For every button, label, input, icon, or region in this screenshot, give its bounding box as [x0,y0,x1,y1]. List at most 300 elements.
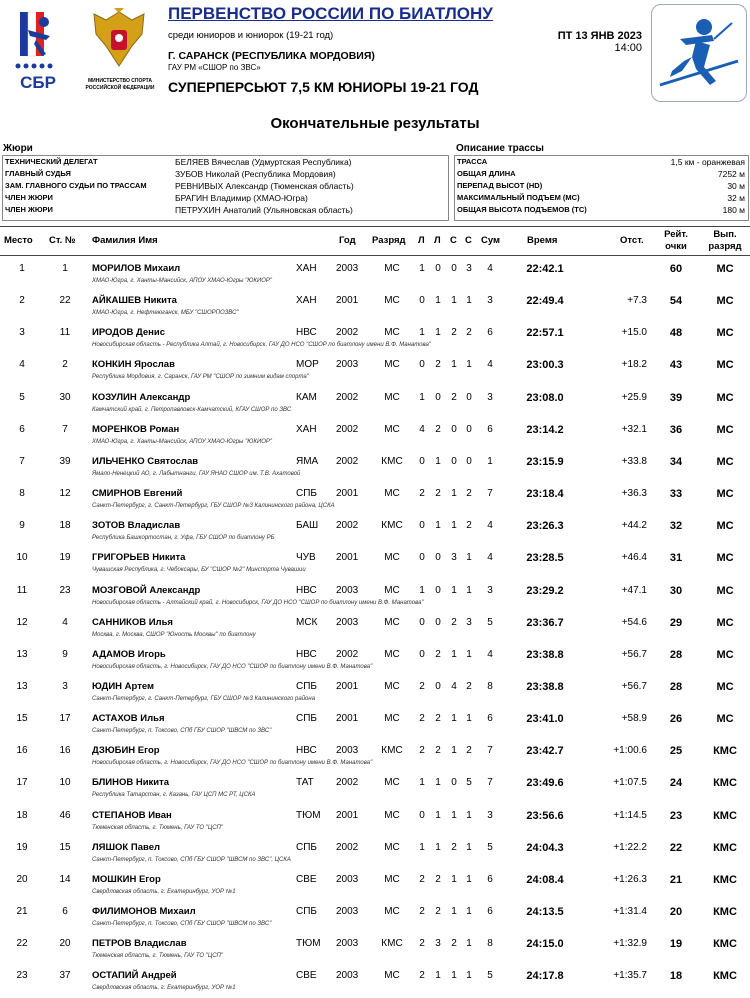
cell-year: 2003 [336,906,359,917]
jury-role: ТЕХНИЧЕСКИЙ ДЕЛЕГАТ [5,157,98,166]
cell-s1: 2 [419,488,425,500]
cell-year: 2003 [336,873,359,885]
result-row [0,548,750,580]
cell-year: 2002 [336,455,359,467]
cell-name: ДЗЮБИН Егор [92,745,160,757]
cell-points: 21 [669,873,683,886]
cell-points: 24 [669,777,683,790]
cell-year: 2002 [336,648,359,660]
cell-rank: МС [384,616,400,628]
cell-region: СПБ [296,841,317,853]
course-value: 1,5 км - оранжевая [670,157,745,167]
col-shoot-3: С [450,235,457,246]
result-row [0,645,750,677]
cell-s4: 1 [466,713,472,725]
jury-member: БРАГИН Владимир (ХМАО-Югра) [175,193,308,203]
cell-club: Тюменская область, г. Тюмень, ГАУ ТО "ЦСП" [92,953,224,960]
cell-time: 22:57.1 [526,327,564,340]
course-value: 32 м [727,193,745,203]
cell-s1: 1 [419,327,425,339]
event-subtitle: среди юниоров и юниорок (19-21 год) [168,30,334,41]
cell-s2: 0 [435,263,441,274]
result-row [0,966,750,998]
cell-s1: 0 [419,616,425,628]
col-rank: Разряд [372,235,406,246]
result-row [0,291,750,323]
cell-result-rank: КМС [713,809,737,822]
cell-place: 19 [16,841,28,853]
cell-points: 20 [669,906,683,918]
cell-s1: 2 [419,906,425,917]
result-row [0,452,750,484]
result-row [0,902,750,934]
cell-s3: 1 [451,584,457,596]
cell-s1: 4 [419,423,425,435]
cell-result-rank: КМС [713,970,737,983]
jury-member: ПЕТРУХИН Анатолий (Ульяновская область) [175,205,353,215]
result-row [0,773,750,805]
cell-s1: 0 [419,552,425,564]
cell-result-rank: МС [716,455,734,468]
cell-sum: 4 [487,648,493,660]
course-value: 30 м [727,181,745,191]
cell-rank: МС [384,391,400,403]
col-behind: Отст. [620,235,644,246]
cell-s2: 0 [435,391,441,403]
jury-role: ГЛАВНЫЙ СУДЬЯ [5,169,71,178]
cell-s4: 1 [466,938,472,950]
cell-region: БАШ [296,520,319,532]
cell-result-rank: КМС [713,906,737,918]
cell-region: НВС [296,584,317,596]
cell-s3: 1 [451,809,457,821]
cell-s3: 1 [451,520,457,532]
cell-year: 2001 [336,295,359,307]
cell-name: МОЗГОВОЙ Александр [92,584,201,596]
cell-sum: 4 [487,263,493,274]
cell-year: 2003 [336,584,359,596]
cell-s4: 1 [466,970,472,982]
cell-s2: 1 [435,809,441,821]
cell-s3: 3 [451,552,457,564]
ministry-logo [78,6,160,98]
cell-s4: 0 [466,455,472,467]
cell-place: 1 [19,263,25,274]
cell-points: 30 [669,584,683,597]
cell-club: Свердловская область, г. Екатеринбург, УОР №1 [92,888,236,895]
cell-name: ЗОТОВ Владислав [92,520,181,532]
cell-sum: 7 [487,777,493,789]
ministry-text: МИНИСТЕРСТВО СПОРТА РОССИЙСКОЙ ФЕДЕРАЦИИ [85,78,155,91]
cell-result-rank: КМС [713,938,737,951]
cell-name: АСТАХОВ Илья [92,713,165,725]
cell-s1: 1 [419,777,425,789]
cell-year: 2002 [336,777,359,789]
cell-bib: 15 [59,841,71,853]
cell-s4: 1 [466,906,472,917]
cell-s4: 0 [466,391,472,403]
cell-club: Новосибирская область - Республика Алтай, г. Новосибирск, ГАУ ДО НСО "СШОР по биатлону имени В.Ф. Манатова" [92,342,431,349]
cell-points: 39 [669,391,683,404]
cell-s2: 0 [435,584,441,596]
cell-name: ЮДИН Артем [92,680,155,692]
cell-name: АЙКАШЕВ Никита [92,295,177,307]
cell-s3: 1 [451,359,457,371]
cell-region: СПБ [296,488,317,500]
cell-name: КОЗУЛИН Александр [92,391,191,403]
cell-club: Москва, г. Москва, СШОР "Юность Москвы" по биатлону [92,631,256,638]
cell-bib: 10 [59,777,71,789]
cell-s4: 2 [466,488,472,500]
cell-s2: 2 [435,745,441,757]
cell-time: 23:38.8 [526,648,564,661]
course-row [455,168,748,180]
cell-s3: 2 [451,391,457,403]
result-row [0,323,750,355]
cell-bib: 12 [59,488,71,500]
cell-club: ХМАО-Югра, г. Нефтеюганск, МБУ "СШОРПОЗВС" [92,310,239,317]
cell-result-rank: МС [716,263,734,275]
course-row [455,156,748,168]
cell-bib: 4 [62,616,68,628]
cell-points: 34 [669,455,683,468]
cell-name: ЛЯШОК Павел [92,841,161,853]
cell-result-rank: МС [716,520,734,533]
cell-s3: 1 [451,713,457,725]
cell-bib: 1 [62,263,68,274]
cell-s4: 1 [466,359,472,371]
cell-s1: 2 [419,680,425,692]
cell-s4: 3 [466,263,472,274]
cell-sum: 8 [487,680,493,692]
cell-region: ТЮМ [296,938,321,950]
cell-points: 29 [669,616,683,629]
cell-sum: 3 [487,391,493,403]
sbr-logo-text: СБР [20,73,56,92]
col-shoot-4: С [465,235,472,246]
jury-member: БЕЛЯЕВ Вячеслав (Удмуртская Республика) [175,157,352,167]
jury-row [3,168,448,180]
cell-result-rank: МС [716,423,734,436]
cell-s2: 3 [435,938,441,950]
cell-behind: +15.0 [621,327,647,339]
cell-region: СПБ [296,713,317,725]
cell-s3: 1 [451,906,457,917]
col-year: Год [339,235,356,246]
cell-region: НВС [296,648,317,660]
cell-sum: 6 [487,713,493,725]
cell-s3: 1 [451,970,457,982]
cell-s2: 1 [435,841,441,853]
cell-time: 23:15.9 [526,455,564,468]
cell-sum: 6 [487,873,493,885]
cell-s2: 1 [435,327,441,339]
course-row [455,204,748,216]
result-row [0,581,750,613]
cell-sum: 6 [487,906,493,917]
col-name: Фамилия Имя [92,235,158,246]
result-row [0,484,750,516]
cell-behind: +1:31.4 [613,906,647,917]
cell-result-rank: МС [716,552,734,565]
cell-s3: 0 [451,777,457,789]
cell-club: Чувашская Республика, г. Чебоксары, БУ "СШОР №2" Минспорта Чувашии [92,567,306,574]
cell-behind: +33.8 [621,455,647,467]
cell-behind: +1:32.9 [613,938,647,950]
cell-name: СМИРНОВ Евгений [92,488,183,500]
cell-time: 22:42.1 [526,263,564,275]
cell-club: Санкт-Петербург, п. Токсово, СПб ГБУ СШОР "ШВСМ по ЗВС" [92,921,272,927]
cell-s2: 0 [435,552,441,564]
result-row [0,388,750,420]
cell-points: 48 [669,327,683,340]
cell-sum: 4 [487,552,493,564]
cell-s2: 1 [435,455,441,467]
cell-points: 19 [669,938,683,951]
cell-club: Новосибирская область - Алтайский край, г. Новосибирск, ГАУ ДО НСО "СШОР по биатлону имени В.Ф. Манатова" [92,599,424,606]
cell-time: 24:08.4 [526,873,564,886]
race-time: 14:00 [614,42,642,54]
cell-s4: 2 [466,520,472,532]
event-title: ПЕРВЕНСТВО РОССИИ ПО БИАТЛОНУ [168,4,493,23]
cell-region: СВЕ [296,970,317,982]
cell-s2: 2 [435,488,441,500]
cell-points: 28 [669,680,683,693]
cell-sum: 7 [487,745,493,757]
cell-place: 21 [16,906,28,917]
cell-sum: 5 [487,616,493,628]
cell-place: 11 [16,584,28,596]
cell-s4: 1 [466,295,472,307]
cell-place: 18 [16,809,28,821]
cell-s4: 3 [466,616,472,628]
cell-place: 5 [19,391,25,403]
cell-s2: 1 [435,295,441,307]
cell-result-rank: МС [716,295,734,308]
jury-member: РЕВНИВЫХ Александр (Тюменская область) [175,181,354,191]
cell-s1: 2 [419,745,425,757]
jury-row [3,192,448,204]
cell-result-rank: КМС [713,745,737,758]
jury-row [3,204,448,216]
cell-rank: МС [384,327,400,339]
cell-s3: 1 [451,873,457,885]
cell-s4: 2 [466,327,472,339]
cell-result-rank: МС [716,488,734,501]
result-row [0,677,750,709]
cell-s2: 1 [435,970,441,982]
cell-behind: +54.6 [621,616,647,628]
cell-place: 22 [16,938,28,950]
cell-name: МОШКИН Егор [92,873,161,885]
cell-year: 2001 [336,713,359,725]
cell-name: ОСТАПИЙ Андрей [92,970,177,982]
cell-s2: 0 [435,680,441,692]
course-label: ОБЩАЯ ВЫСОТА ПОДЪЕМОВ (ТС) [457,205,587,214]
jury-row [3,180,448,192]
sbr-logo [6,6,70,98]
cell-s2: 2 [435,423,441,435]
cell-result-rank: КМС [713,841,737,854]
cell-points: 28 [669,648,683,661]
cell-points: 31 [669,552,683,565]
cell-sum: 5 [487,970,493,982]
cell-region: СПБ [296,906,317,917]
result-row [0,806,750,838]
results-heading: Окончательные результаты [270,115,480,132]
cell-sum: 6 [487,327,493,339]
cell-time: 24:13.5 [526,906,564,918]
cell-time: 23:18.4 [526,488,564,501]
cell-s4: 1 [466,584,472,596]
cell-year: 2002 [336,423,359,435]
cell-club: Республика Башкортостан, г. Уфа, ГБУ СШОР по биатлону РБ [92,535,275,542]
cell-place: 13 [16,648,28,660]
result-row [0,516,750,548]
cell-bib: 20 [59,938,71,950]
cell-rank: МС [384,680,400,692]
cell-s1: 0 [419,359,425,371]
cell-year: 2001 [336,488,359,500]
cell-behind: +18.2 [621,359,647,371]
result-row [0,613,750,645]
cell-s3: 1 [451,295,457,307]
cell-place: 10 [16,552,28,564]
cell-club: Санкт-Петербург, г. Санкт-Петербург, ГБУ СШОР №3 Калининского района [92,695,316,702]
cell-result-rank: МС [716,359,734,372]
cell-year: 2003 [336,263,359,274]
cell-time: 24:04.3 [526,841,564,854]
cell-region: КАМ [296,391,317,403]
cell-time: 23:56.6 [526,809,564,822]
cell-s1: 0 [419,295,425,307]
cell-s3: 4 [451,680,457,692]
cell-s1: 0 [419,520,425,532]
cell-points: 32 [669,520,683,533]
cell-place: 15 [16,713,28,725]
cell-bib: 23 [59,584,71,596]
cell-club: Новосибирская область, г. Новосибирск, ГАУ ДО НСО "СШОР по биатлону имени В.Ф. Манатова" [92,663,373,670]
course-value: 7252 м [717,169,745,179]
cell-club: Ямало-Ненецкий АО, г. Лабытнанги, ГАУ ЯНАО СШОР им. Т.В. Ахатовой [92,470,301,477]
cell-rank: МС [384,423,400,435]
cell-sum: 4 [487,520,493,532]
cell-points: 18 [669,970,683,983]
cell-points: 22 [669,841,683,854]
cell-s4: 1 [466,648,472,660]
cell-year: 2001 [336,552,359,564]
cell-s1: 2 [419,970,425,982]
cell-s1: 2 [419,938,425,950]
cell-place: 12 [16,616,28,628]
cell-behind: +47.1 [621,584,647,596]
cell-year: 2003 [336,616,359,628]
cell-points: 43 [669,359,683,372]
result-row [0,934,750,966]
cell-points: 60 [669,263,683,275]
cell-rank: МС [384,970,400,982]
cell-time: 23:14.2 [526,423,564,436]
cell-s1: 2 [419,713,425,725]
cell-year: 2002 [336,327,359,339]
cell-sum: 3 [487,295,493,307]
cell-s1: 0 [419,648,425,660]
cell-year: 2003 [336,745,359,757]
course-label: МАКСИМАЛЬНЫЙ ПОДЪЕМ (МС) [457,193,580,202]
cell-place: 7 [19,455,25,467]
cell-result-rank: МС [716,648,734,661]
course-row [455,180,748,192]
cell-behind: +1:22.2 [613,841,647,853]
cell-behind: +44.2 [621,520,647,532]
cell-sum: 3 [487,809,493,821]
cell-result-rank: МС [716,713,734,726]
cell-s3: 2 [451,841,457,853]
col-time: Время [527,235,558,246]
cell-rank: КМС [381,745,403,757]
cell-rank: МС [384,841,400,853]
cell-region: ТЮМ [296,809,321,821]
cell-year: 2002 [336,520,359,532]
cell-s2: 2 [435,648,441,660]
cell-name: САННИКОВ Илья [92,616,173,628]
cell-result-rank: КМС [713,873,737,886]
cell-region: ХАН [296,423,317,435]
jury-role: ЧЛЕН ЖЮРИ [5,205,53,214]
cell-s3: 2 [451,938,457,950]
cell-bib: 2 [62,359,68,371]
result-row [0,709,750,741]
cell-behind: +58.9 [621,713,647,725]
cell-s1: 1 [419,841,425,853]
cell-rank: КМС [381,455,403,467]
cell-region: СПБ [296,680,317,692]
cell-bib: 19 [59,552,71,564]
cell-points: 25 [669,745,683,758]
jury-row [3,156,448,168]
cell-s4: 1 [466,809,472,821]
jury-role: ЧЛЕН ЖЮРИ [5,193,53,202]
cell-region: МСК [296,616,318,628]
cell-sum: 7 [487,488,493,500]
cell-bib: 16 [59,745,71,757]
cell-rank: МС [384,873,400,885]
cell-behind: +7.3 [627,295,647,307]
cell-sum: 8 [487,938,493,950]
cell-club: Тюменская область, г. Тюмень, ГАУ ТО "ЦСП" [92,824,224,831]
results-table-header [0,226,750,256]
cell-year: 2001 [336,809,359,821]
cell-result-rank: МС [716,327,734,340]
cell-year: 2003 [336,359,359,371]
course-row [455,192,748,204]
cell-s4: 2 [466,680,472,692]
cell-name: МОРИЛОВ Михаил [92,263,181,274]
cell-behind: +56.7 [621,648,647,660]
cell-s4: 1 [466,552,472,564]
cell-name: СТЕПАНОВ Иван [92,809,172,821]
cell-s3: 2 [451,327,457,339]
cell-points: 26 [669,713,683,726]
cell-s1: 1 [419,263,425,274]
cell-rank: КМС [381,938,403,950]
cell-bib: 22 [59,295,71,307]
cell-place: 20 [16,873,28,885]
cell-s3: 0 [451,423,457,435]
cell-time: 23:42.7 [526,745,564,758]
cell-result-rank: КМС [713,777,737,790]
cell-year: 2003 [336,970,359,982]
